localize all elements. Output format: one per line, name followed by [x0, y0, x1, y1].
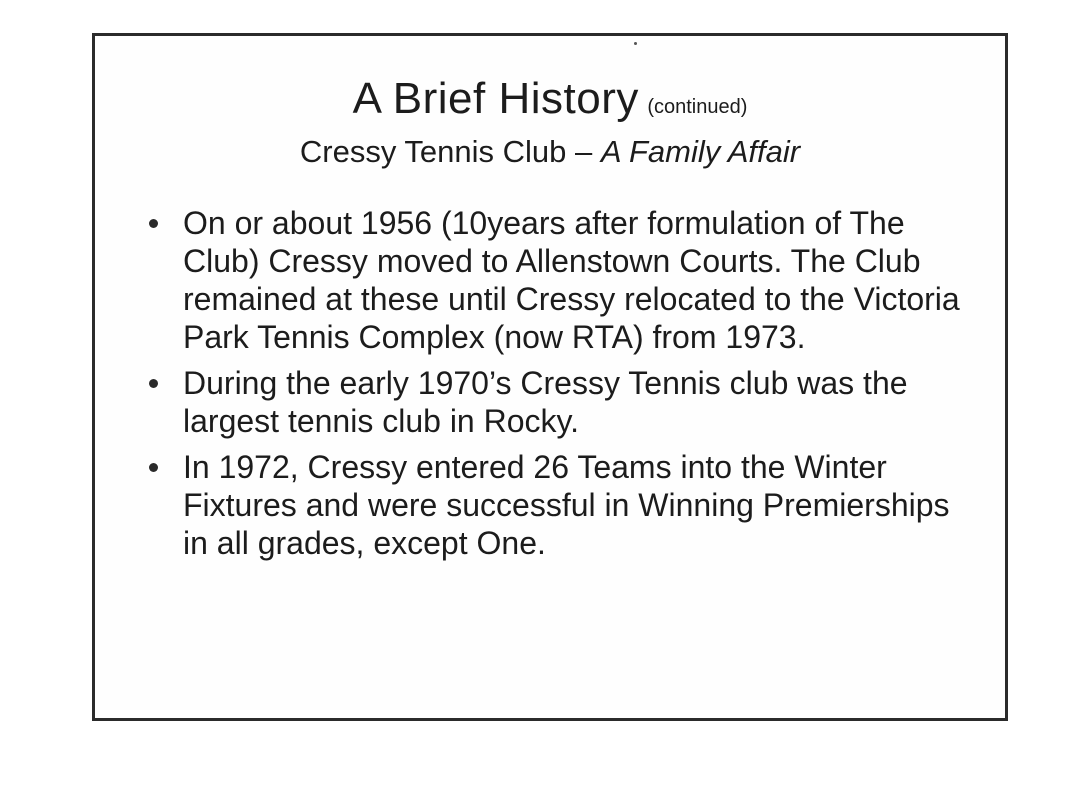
- bullet-text: In 1972, Cressy entered 26 Teams into the Winter Fixtures and were successful in Winning Premierships in all grades, except One.: [183, 449, 950, 561]
- bullet-list: [137, 204, 977, 570]
- bullet-item: [137, 364, 977, 440]
- title-note: (continued): [647, 96, 748, 118]
- bullet-item: [137, 448, 977, 562]
- slide-title: [95, 74, 1005, 124]
- subtitle-text: Cressy Tennis Club –: [299, 134, 601, 169]
- bullet-text: During the early 1970’s Cressy Tennis club was the largest tennis club in Rocky.: [183, 365, 908, 439]
- bullet-dot-icon: [149, 219, 158, 228]
- title-text: A Brief History: [352, 74, 639, 123]
- bullet-item: [137, 204, 977, 356]
- slide-frame: [92, 33, 1008, 721]
- subtitle-emphasis: A Family Affair: [600, 134, 801, 169]
- bullet-dot-icon: [149, 379, 158, 388]
- bullet-text: On or about 1956 (10years after formulation of The Club) Cressy moved to Allenstown Courts. The Club remained at these until Cressy relocated to the Victoria Park Tennis Complex (now RTA) from 1973.: [183, 205, 960, 355]
- slide-subtitle: [95, 134, 1005, 170]
- bullet-dot-icon: [149, 463, 158, 472]
- scan-speck: [634, 42, 637, 45]
